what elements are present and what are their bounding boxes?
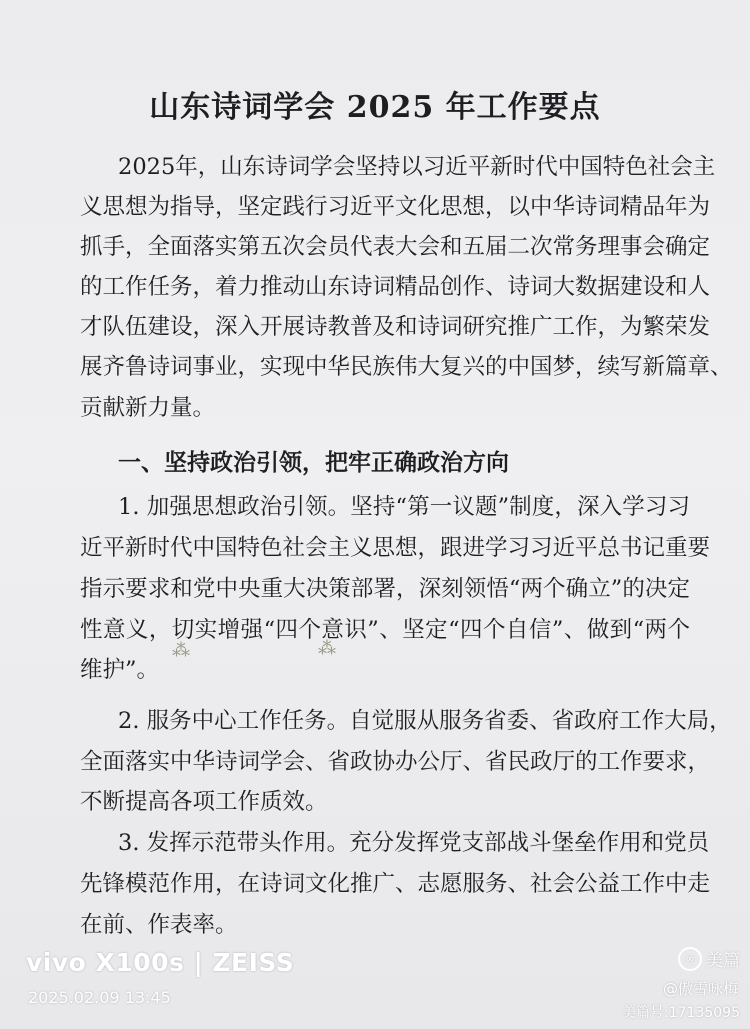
item-1-line-4: 性意义，切实增强“四个意识”、坚定“四个自信”、做到“两个 [80, 617, 690, 643]
intro-line-3: 抓手，全面落实第五次会员代表大会和五届二次常务理事会确定 [80, 234, 711, 260]
item-2-line-1: 2. 服务中心工作任务。自觉服从服务省委、省政府工作大局， [118, 708, 732, 734]
item-3-line-2: 先锋模范作用，在诗词文化推广、志愿服务、社会公益工作中走 [80, 871, 711, 897]
article-id-watermark: 美篇号:17135095 [622, 1005, 740, 1021]
intro-line-7: 贡献新力量。 [80, 395, 216, 421]
item-3-line-3: 在前、作表率。 [80, 912, 238, 938]
item-2-line-3: 不断提高各项工作质效。 [80, 789, 328, 815]
item-2-line-2: 全面落实中华诗词学会、省政协办公厅、省民政厅的工作要求， [80, 749, 711, 775]
app-watermark [678, 946, 740, 971]
app-name: 美篇 [706, 951, 740, 971]
item-1-line-2: 近平新时代中国特色社会主义思想，跟进学习习近平总书记重要 [80, 535, 711, 561]
camera-watermark: vivo X100s | ZEISS [26, 948, 295, 977]
intro-line-5: 才队伍建设，深入开展诗教普及和诗词研究推广工作，为繁荣发 [80, 314, 711, 340]
item-1-line-3: 指示要求和党中央重大决策部署，深刻领悟“两个确立”的决定 [80, 576, 690, 602]
section-1-heading: 一、坚持政治引领，把牢正确政治方向 [118, 450, 509, 476]
author-watermark: @傲雪咏梅 [662, 980, 738, 998]
intro-line-6: 展齐鲁诗词事业，实现中华民族伟大复兴的中国梦，续写新篇章、 [80, 354, 733, 380]
photo-datetime: 2025.02.09 13:45 [28, 988, 171, 1007]
item-3-line-1: 3. 发挥示范带头作用。充分发挥党支部战斗堡垒作用和党员 [118, 830, 710, 856]
meipian-logo-icon: ∞ [678, 947, 702, 971]
paper-smudge-mark: ⁂ [172, 640, 190, 661]
document-title: 山东诗词学会 2025 年工作要点 [149, 90, 601, 125]
intro-line-1: 2025年，山东诗词学会坚持以习近平新时代中国特色社会主 [118, 154, 716, 180]
paper-smudge-mark: ⁂ [318, 638, 336, 659]
item-1-line-5: 维护”。 [80, 657, 160, 683]
intro-line-2: 义思想为指导，坚定践行习近平文化思想，以中华诗词精品年为 [80, 194, 711, 220]
intro-line-4: 的工作任务，着力推动山东诗词精品创作、诗词大数据建设和人 [80, 274, 711, 300]
item-1-line-1: 1. 加强思想政治引领。坚持“第一议题”制度，深入学习习 [118, 494, 690, 520]
